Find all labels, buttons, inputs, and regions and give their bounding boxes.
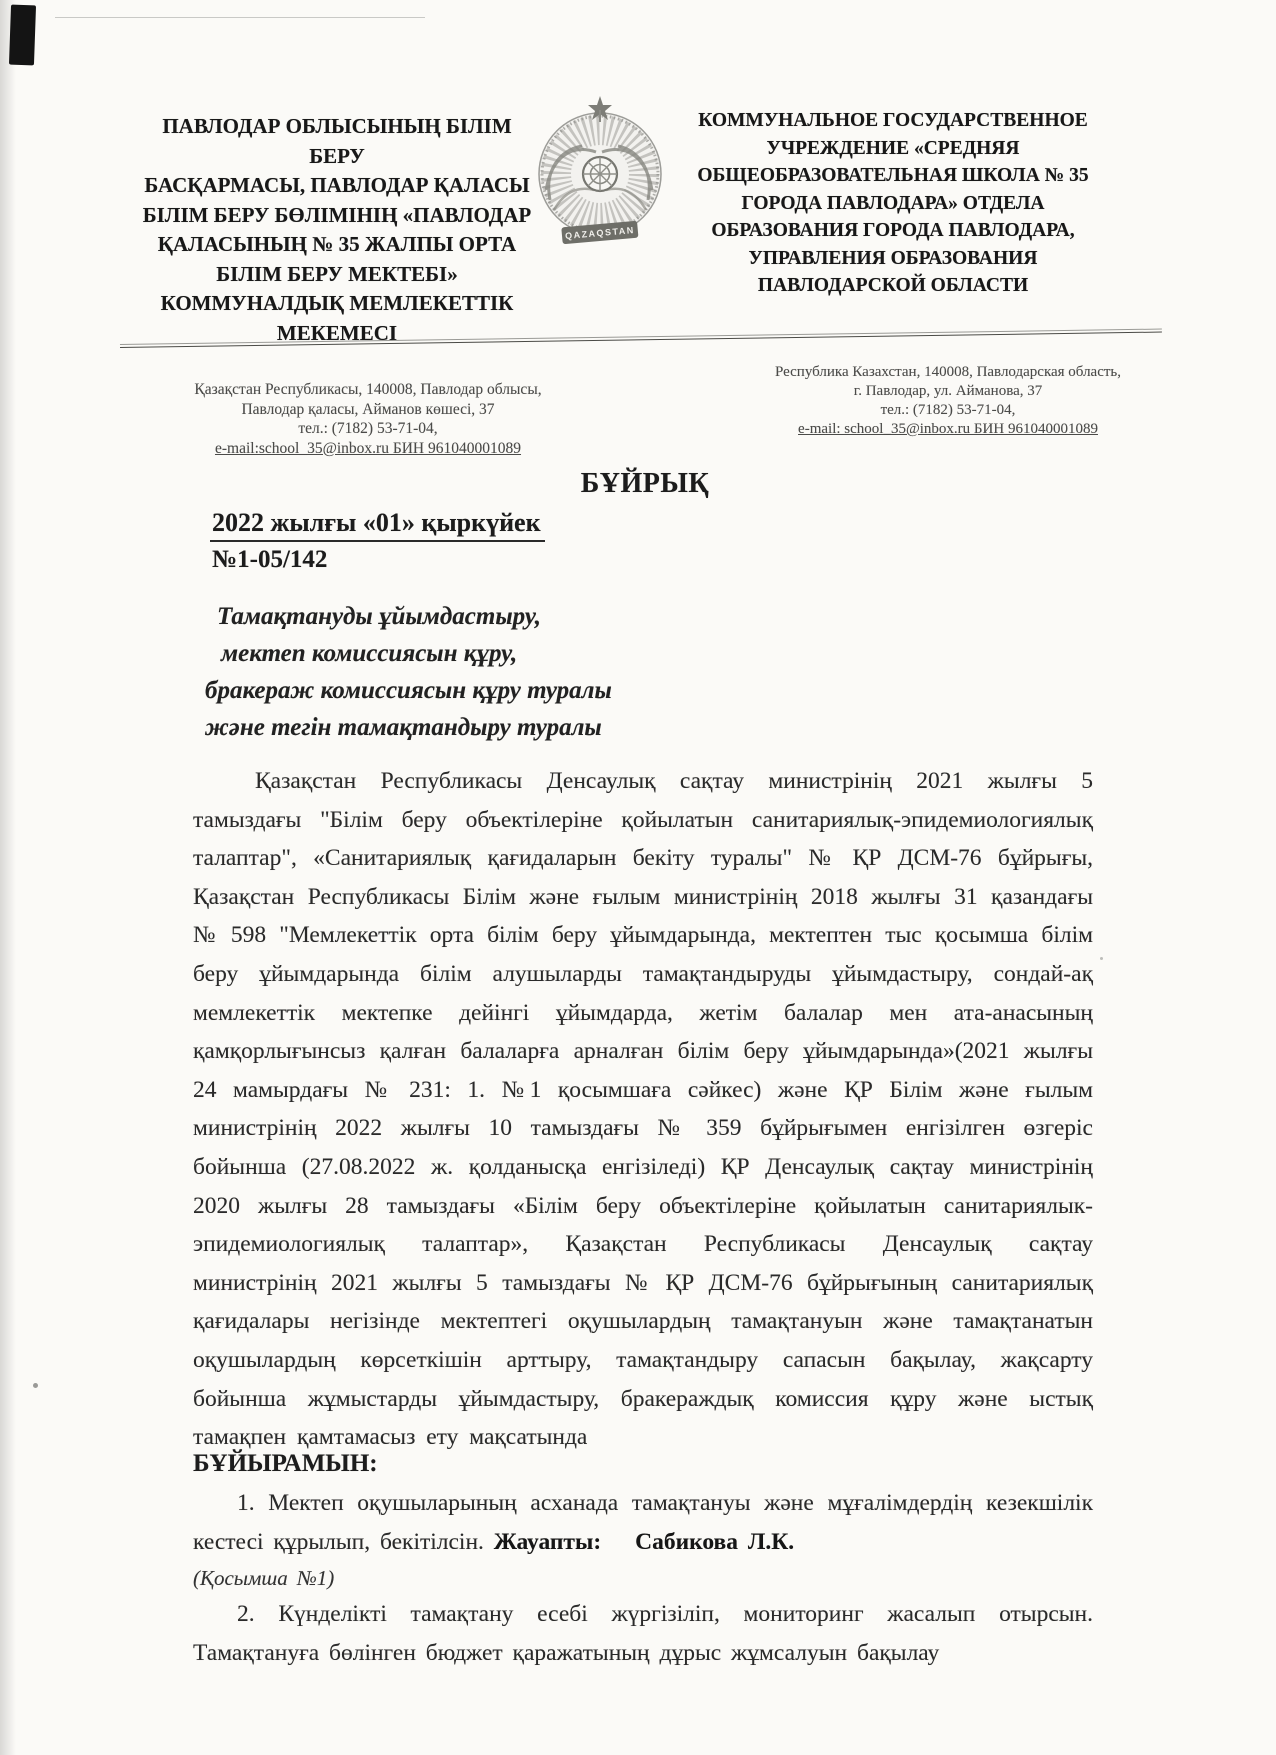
order-number: №1-05/142 <box>212 546 328 573</box>
order-item-1-annex: (Қосымша №1) <box>193 1566 335 1591</box>
address-kk-line: тел.: (7182) 53-71-04, <box>298 420 438 437</box>
org-name-kk-line: БІЛІМ БЕРУ БӨЛІМІНІҢ «ПАВЛОДАР <box>142 202 532 227</box>
scan-corner-mark <box>9 5 36 66</box>
org-name-kk-line: КОММУНАЛДЫҚ МЕМЛЕКЕТТІК <box>160 291 514 315</box>
address-ru-line: г. Павлодар, ул. Айманова, 37 <box>853 383 1043 399</box>
org-name-kk-line: БІЛІМ БЕРУ МЕКТЕБІ» <box>216 261 458 286</box>
address-kk-line: Қазақстан Республикасы, 140008, Павлодар облысы, <box>194 381 542 398</box>
org-name-ru-line: ОБЩЕОБРАЗОВАТЕЛЬНАЯ ШКОЛА № 35 <box>697 165 1089 186</box>
address-kk-line: Павлодар қаласы, Айманов көшесі, 37 <box>241 400 495 418</box>
scan-speck <box>1100 957 1103 960</box>
order-subject-line: және тегін тамақтандыру туралы <box>205 714 602 741</box>
order-subject-line: Тамақтануды ұйымдастыру, <box>217 603 541 630</box>
order-item-1-responsible-name: Сабикова Л.К. <box>635 1528 795 1555</box>
org-name-kk-line: ПАВЛОДАР ОБЛЫСЫНЫҢ БІЛІМ БЕРУ <box>162 114 512 168</box>
scan-edge-shadow <box>0 0 16 1755</box>
address-ru-line: тел.: (7182) 53-71-04, <box>880 402 1016 418</box>
order-item-2: 2. Күнделікті тамақтану есебі жүргізіліп, мониторинг жасалып отырсын. Тамақтануға бөлінген бюджет қаражатының дұрыс жұмсалуын бақылау <box>193 1601 1093 1666</box>
order-item-1 <box>193 1484 1093 1561</box>
org-name-kk-line: БАСҚАРМАСЫ, ПАВЛОДАР ҚАЛАСЫ <box>144 173 530 197</box>
scan-speck <box>33 1383 38 1388</box>
address-block-russian <box>728 363 1168 439</box>
org-name-kazakh <box>133 112 541 348</box>
kazakhstan-emblem-icon <box>534 92 666 260</box>
org-name-ru-line: КОММУНАЛЬНОЕ ГОСУДАРСТВЕННОЕ <box>698 110 1088 131</box>
order-subject-line: бракераж комиссиясын құру туралы <box>205 677 612 704</box>
org-name-russian <box>658 107 1128 300</box>
org-name-kk-line: ҚАЛАСЫНЫҢ № 35 ЖАЛПЫ ОРТА <box>157 232 517 256</box>
org-name-kk-line: МЕКЕМЕСІ <box>276 320 398 345</box>
order-subject-line: мектеп комиссиясын құру, <box>221 640 518 667</box>
address-kk-email-bin: e-mail:school_35@inbox.ru БИН 961040001089 <box>214 439 522 457</box>
address-block-kazakh <box>148 380 588 458</box>
emblem-banner-text: QAZAQSTAN <box>564 224 636 242</box>
order-preamble: Қазақстан Республикасы Денсаулық сақтау министрінің 2021 жылғы 5 тамыздағы "Білім беру объектілеріне қойылатын санитариялық-эпидемиологиялық талаптар", «Санитариялық қағидаларын бекіту туралы" № ҚР ДСМ-76 бұйрығы, Қазақстан Республикасы Білім және ғылым министрінің 2018 жылғы 31 қазандағы № 598 "Мемлекеттік орта білім беру ұйымдарында, мектептен тыс қосымша білім беру ұйымдарында білім алушыларды тамақтандыруды ұйымдастыру, сондай-ақ мемлекеттік мектепке дейінгі ұйымдарда, жетім балалар мен ата-анасының қамқорлығынсыз қалған балаларға арналған білім беру ұйымдарында»(2021 жылғы 24 мамырдағы № 231: 1. №1 қосымшаға сәйкес) және ҚР Білім және ғылым министрінің 2022 жылғы 10 тамыздағы № 359 бұйрығымен енгізілген өзгеріс бойынша (27.08.2022 ж. қолданысқа енгізіледі) ҚР Денсаулық сақтау министрінің 2020 жылғы 28 тамыздағы «Білім беру объектілеріне қойылатын санитариялык-эпидемиологиялық талаптар», Қазақстан Республикасы Денсаулық сақтау министрінің 2021 жылғы 5 тамыздағы № ҚР ДСМ-76 бұйрығының санитариялық қағидалары негізінде мектептегі оқушылардың тамақтануын және тамақтанатын оқушылардың көрсеткішін арттыру, тамақтандыру сапасын бақылау, жақсарту бойынша жұмыстарды ұйымдастыру, бракераждық комиссия құру және ыстық тамақпен қамтамасыз ету мақсатында <box>193 768 1093 1451</box>
org-name-ru-line: ГОРОДА ПАВЛОДАРА» ОТДЕЛА <box>741 192 1045 214</box>
order-date: 2022 жылғы «01» қыркүйек <box>210 508 545 542</box>
order-items <box>193 1484 1093 1672</box>
document-title: БҰЙРЫҚ <box>580 468 710 499</box>
order-item-1-responsible-label: Жауапты: <box>493 1528 602 1555</box>
order-item-1-text: 1. Мектеп оқушыларының асханада тамақтануы және мұғалімдердің кезекшілік кестесі құрылып, бекітілсін. <box>193 1490 1093 1555</box>
order-resolution-heading: БҰЙЫРАМЫН: <box>193 1450 378 1477</box>
address-ru-email-bin: e-mail: school_35@inbox.ru БИН 961040001089 <box>798 421 1098 437</box>
org-name-ru-line: УЧРЕЖДЕНИЕ «СРЕДНЯЯ <box>766 137 1020 159</box>
org-name-ru-line: ПАВЛОДАРСКОЙ ОБЛАСТИ <box>757 275 1029 296</box>
org-name-ru-line: ОБРАЗОВАНИЯ ГОРОДА ПАВЛОДАРА, <box>711 220 1075 241</box>
scan-hairline <box>55 17 425 18</box>
order-subject <box>205 598 765 746</box>
org-name-ru-line: УПРАВЛЕНИЯ ОБРАЗОВАНИЯ <box>748 247 1038 269</box>
address-ru-line: Республика Казахстан, 140008, Павлодарская область, <box>774 364 1122 380</box>
